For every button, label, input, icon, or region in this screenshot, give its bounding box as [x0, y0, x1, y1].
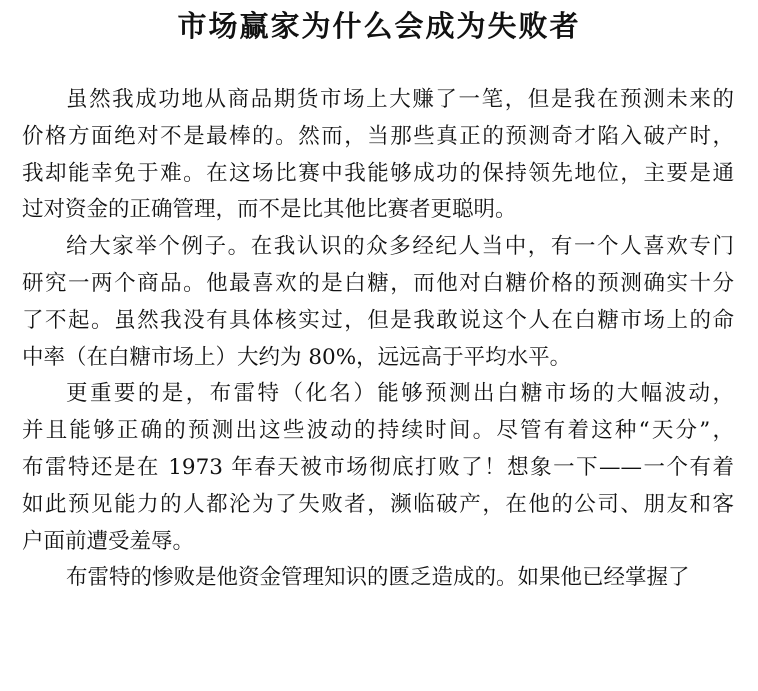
text-line: 研究一两个商品。他最喜欢的是白糖，而他对白糖价格的预测确实十分 [22, 270, 734, 296]
text-line: 并且能够正确的预测出这些波动的持续时间。尽管有着这种“天分”， [22, 418, 734, 444]
paragraph-2 [22, 229, 734, 376]
paragraph-1 [22, 82, 734, 229]
text-line: 给大家举个例子。在我认识的众多经纪人当中，有一个人喜欢专门 [66, 234, 734, 260]
body-text [22, 82, 734, 597]
text-line: 中率（在白糖市场上）大约为 80%，远远高于平均水平。 [22, 344, 572, 370]
paragraph-4 [22, 560, 734, 597]
text-line: 价格方面绝对不是最棒的。然而，当那些真正的预测奇才陷入破产时， [22, 123, 734, 149]
text-line: 虽然我成功地从商品期货市场上大赚了一笔，但是我在预测未来的 [66, 87, 734, 112]
page-title: 市场赢家为什么会成为失败者 [177, 9, 581, 43]
text-line: 更重要的是，布雷特（化名）能够预测出白糖市场的大幅波动， [66, 381, 734, 407]
text-line: 我却能幸免于难。在这场比赛中我能够成功的保持领先地位，主要是通 [22, 160, 734, 186]
text-line: 布雷特还是在 1973 年春天被市场彻底打败了！想象一下——一个有着 [22, 454, 734, 480]
text-line: 户面前遭受羞辱。 [22, 528, 195, 554]
text-line: 过对资金的正确管理，而不是比其他比赛者更聪明。 [22, 197, 517, 223]
text-line: 如此预见能力的人都沦为了失败者，濒临破产，在他的公司、朋友和客 [22, 491, 734, 517]
paragraph-3 [22, 376, 734, 560]
text-line: 了不起。虽然我没有具体核实过，但是我敢说这个人在白糖市场上的命 [22, 307, 734, 333]
text-line: 布雷特的惨败是他资金管理知识的匮乏造成的。如果他已经掌握了 [66, 565, 690, 591]
